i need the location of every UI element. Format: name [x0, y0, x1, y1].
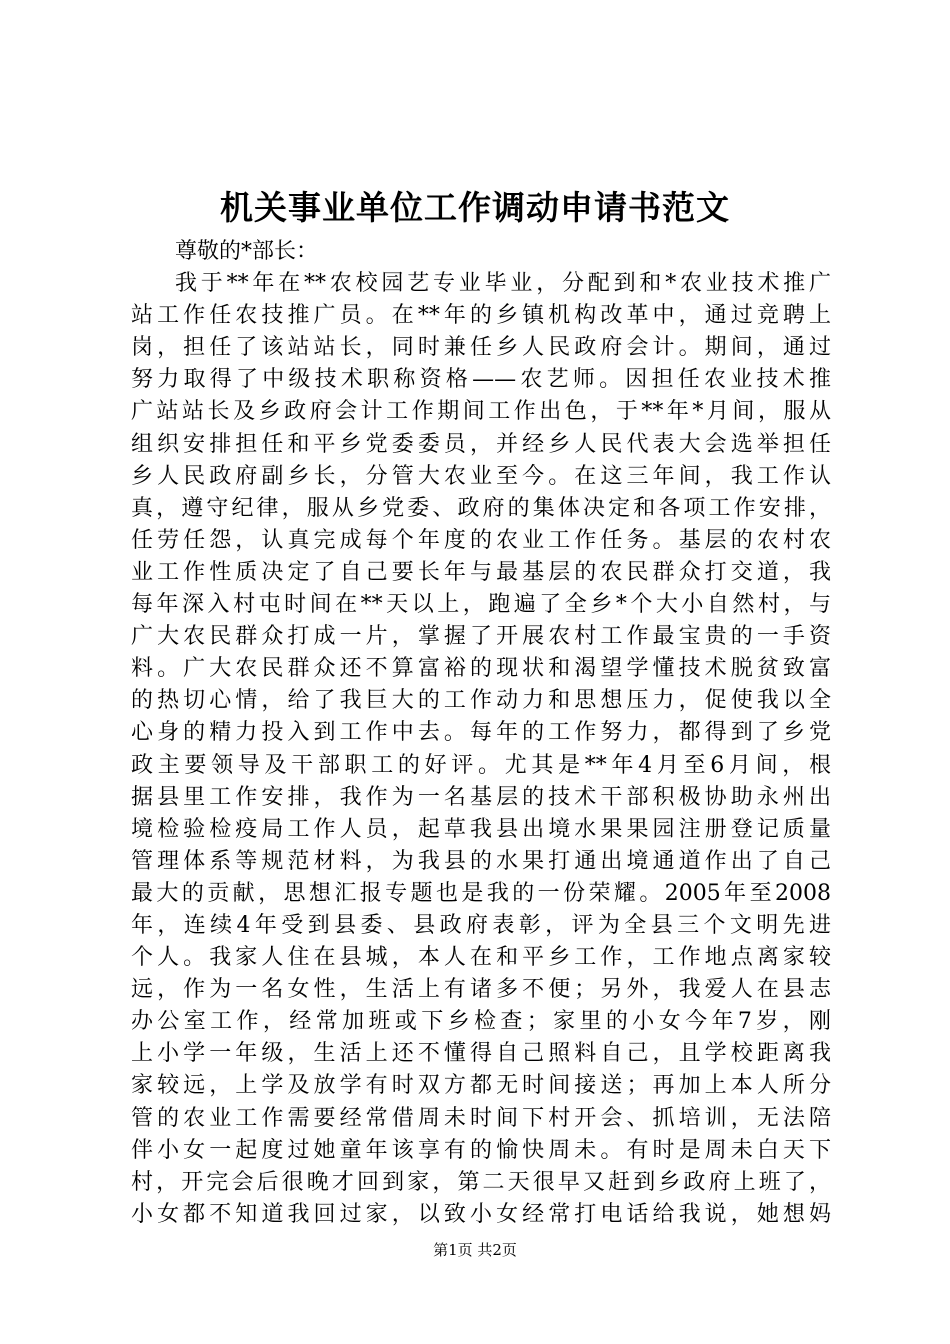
paragraph-line: 境检验检疫局工作人员，起草我县出境水果果园注册登记质量: [131, 816, 831, 842]
paragraph-line: 业工作性质决定了自己要长年与最基层的农民群众打交道，我: [131, 559, 831, 585]
paragraph-line: 家较远，上学及放学有时双方都无时间接送；再加上本人所分: [131, 1073, 831, 1099]
page-footer: 第1页 共2页: [433, 1241, 517, 1259]
paragraph-line: 据县里工作安排，我作为一名基层的技术干部积极协助永州出: [131, 784, 831, 810]
salutation: 尊敬的*部长：: [175, 239, 319, 264]
paragraph-line: 组织安排担任和平乡党委委员，并经乡人民代表大会选举担任: [131, 431, 831, 457]
document-title: 机关事业单位工作调动申请书范文: [220, 188, 730, 227]
paragraph-line: 年，连续4年受到县委、县政府表彰，评为全县三个文明先进: [131, 912, 831, 938]
paragraph-line: 个人。我家人住在县城，本人在和平乡工作，工作地点离家较: [131, 945, 831, 971]
paragraph-line: 站工作任农技推广员。在**年的乡镇机构改革中，通过竞聘上: [131, 303, 831, 329]
paragraph-line: 乡人民政府副乡长，分管大农业至今。在这三年间，我工作认: [131, 463, 831, 489]
paragraph-line: 广大农民群众打成一片，掌握了开展农村工作最宝贵的一手资: [131, 624, 831, 650]
paragraph-line: 任劳任怨，认真完成每个年度的农业工作任务。基层的农村农: [131, 527, 831, 553]
paragraph-line: 努力取得了中级技术职称资格——农艺师。因担任农业技术推: [131, 367, 831, 393]
paragraph-line: 广站站长及乡政府会计工作期间工作出色，于**年*月间，服从: [131, 399, 831, 425]
paragraph-line: 政主要领导及干部职工的好评。尤其是**年4月至6月间，根: [131, 752, 831, 778]
paragraph-line: 岗，担任了该站站长，同时兼任乡人民政府会计。期间，通过: [131, 335, 831, 361]
document-body: [131, 236, 831, 1231]
paragraph-line: 的热切心情，给了我巨大的工作动力和思想压力，促使我以全: [131, 688, 831, 714]
paragraph-line: 每年深入村屯时间在**天以上，跑遍了全乡*个大小自然村，与: [131, 592, 831, 618]
paragraph-line: 上小学一年级，生活上还不懂得自己照料自己，且学校距离我: [131, 1041, 831, 1067]
paragraph-line: 心身的精力投入到工作中去。每年的工作努力，都得到了乡党: [131, 720, 831, 746]
paragraph-line: 伴小女一起度过她童年该享有的愉快周未。有时是周未白天下: [131, 1137, 831, 1163]
paragraph-line: 管的农业工作需要经常借周未时间下村开会、抓培训，无法陪: [131, 1105, 831, 1131]
paragraph-line: 远，作为一名女性，生活上有诸多不便；另外，我爱人在县志: [131, 977, 831, 1003]
paragraph-line: 最大的贡献，思想汇报专题也是我的一份荣耀。2005年至2008: [131, 880, 831, 906]
paragraph-line: 办公室工作，经常加班或下乡检查；家里的小女今年7岁，刚: [131, 1009, 831, 1035]
paragraph-line: 小女都不知道我回过家，以致小女经常打电话给我说，她想妈: [131, 1201, 831, 1227]
paragraph-line: 我于**年在**农校园艺专业毕业，分配到和*农业技术推广: [175, 271, 831, 297]
paragraph-line: 管理体系等规范材料，为我县的水果打通出境通道作出了自己: [131, 848, 831, 874]
paragraph-line: 料。广大农民群众还不算富裕的现状和渴望学懂技术脱贫致富: [131, 656, 831, 682]
paragraph-line: 村，开完会后很晚才回到家，第二天很早又赶到乡政府上班了，: [131, 1169, 831, 1195]
paragraph-line: 真，遵守纪律，服从乡党委、政府的集体决定和各项工作安排，: [131, 495, 831, 521]
